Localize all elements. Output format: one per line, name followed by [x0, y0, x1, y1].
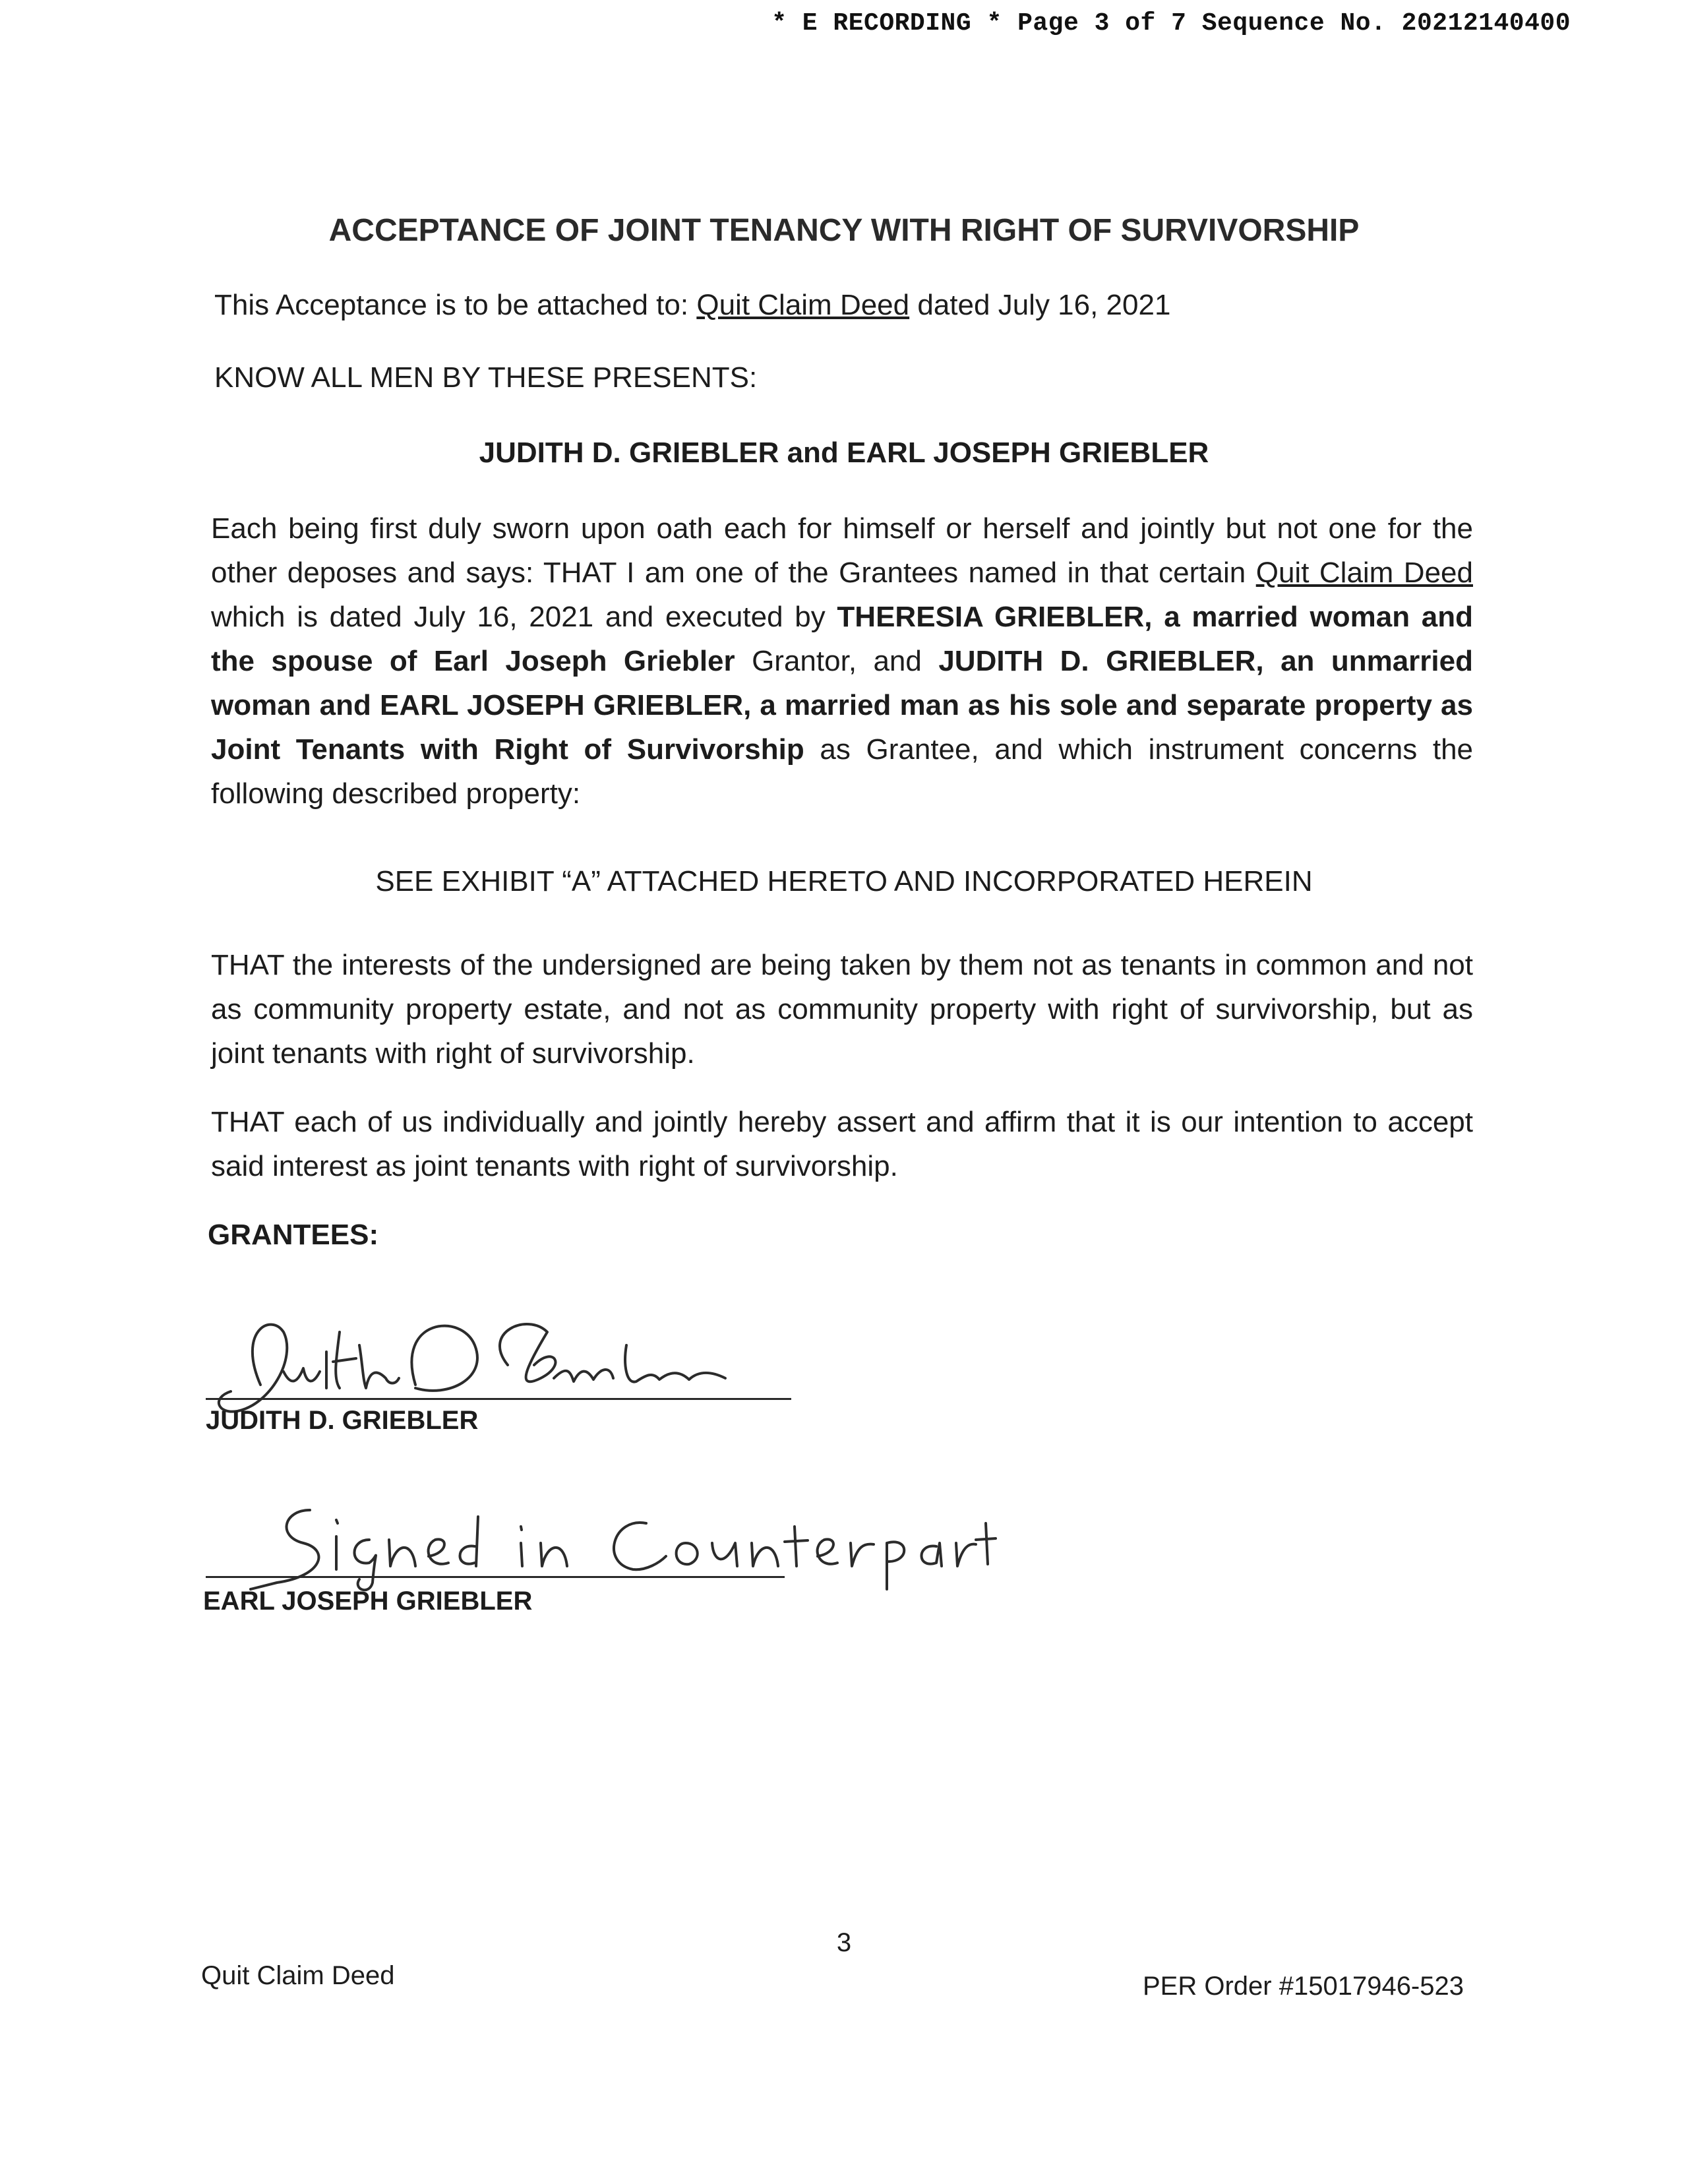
signer-name-2: EARL JOSEPH GRIEBLER [203, 1587, 533, 1616]
attachment-line [214, 289, 1170, 322]
footer-order-number: PER Order #15017946-523 [1143, 1972, 1464, 2001]
grantees-label: GRANTEES: [208, 1219, 379, 1251]
know-all-men-line: KNOW ALL MEN BY THESE PRESENTS: [214, 361, 758, 394]
oath-paragraph [211, 506, 1473, 816]
signature-counterpart [237, 1490, 996, 1596]
signer-name-1: JUDITH D. GRIEBLER [206, 1406, 479, 1435]
attachment-date: dated July 16, 2021 [917, 289, 1171, 321]
attachment-prefix: This Acceptance is to be attached to: [214, 289, 689, 321]
grantee-description: JUDITH D. GRIEBLER, an unmarried woman and EARL JOSEPH GRIEBLER, a married man as his sole and separate property as Joint Tenants with Right of Survivorship [211, 645, 1474, 766]
oath-text-1: Each being first duly sworn upon oath each for himself or herself and jointly but not one for the other deposes and says: THAT I am one of the Grantees named in that certain [211, 512, 1473, 589]
document-title: ACCEPTANCE OF JOINT TENANCY WITH RIGHT OF SURVIVORSHIP [328, 213, 1360, 248]
oath-deed-name: Quit Claim Deed [1255, 557, 1473, 589]
oath-text-4: Grantor, and [752, 645, 922, 677]
recording-header: * E RECORDING * Page 3 of 7 Sequence No. 20212140400 [771, 9, 1571, 38]
oath-text-5: as Grantee, and which instrument concerns the following described property: [211, 733, 1474, 810]
grantor-description: THERESIA GRIEBLER, a married woman and the spouse of Earl Joseph Griebler [211, 601, 1473, 677]
attachment-doc-type: Quit Claim Deed [696, 289, 910, 321]
exhibit-reference: SEE EXHIBIT “A” ATTACHED HERETO AND INCORPORATED HEREIN [375, 865, 1313, 897]
interest-paragraph: THAT the interests of the undersigned are being taken by them not as tenants in common and not as community property estate, and not as community property with right of survivorship, but as joint tenants with right of survivorship. [211, 949, 1473, 1070]
oath-text-3: which is dated July 16, 2021 and executed by [211, 601, 826, 633]
signature-line-1 [206, 1398, 791, 1400]
parties-heading: JUDITH D. GRIEBLER and EARL JOSEPH GRIEBLER [479, 437, 1209, 469]
page-number: 3 [836, 1928, 852, 1957]
affirmation-paragraph: THAT each of us individually and jointly hereby assert and affirm that it is our intention to accept said interest as joint tenants with right of survivorship. [211, 1106, 1473, 1182]
signature-judith [198, 1306, 804, 1418]
signature-line-2 [206, 1576, 785, 1578]
footer-document-type: Quit Claim Deed [201, 1961, 395, 1990]
